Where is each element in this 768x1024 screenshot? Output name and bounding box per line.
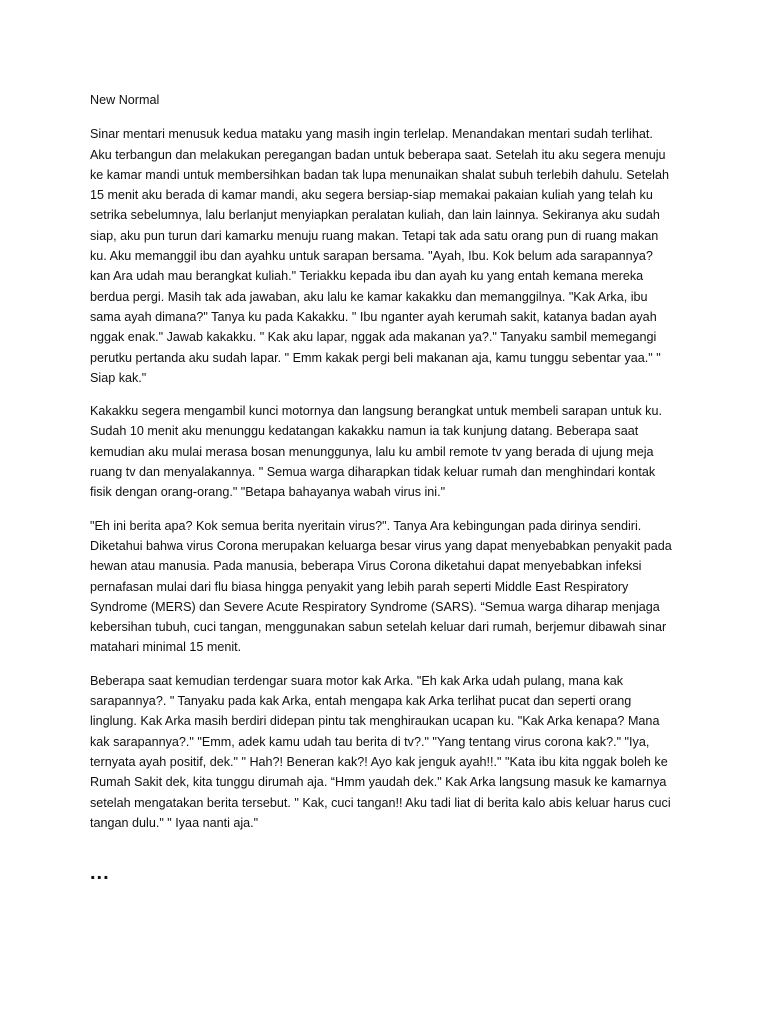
document-page [90, 90, 676, 846]
paragraph-4: Beberapa saat kemudian terdengar suara motor kak Arka. "Eh kak Arka udah pulang, mana kak sarapannya?. " Tanyaku pada kak Arka, entah mengapa kak Arka terlihat pucat dan seperti orang linglung. Kak Arka masih berdiri didepan pintu tak menghiraukan ucapan ku. "Kak Arka kenapa? Mana kak sarapannya?." "Emm, adek kamu udah tau berita di tv?." "Yang tentang virus corona kak?." "Iya, ternyata ayah positif, dek." " Hah?! Beneran kak?! Ayo kak jenguk ayah!!." "Kata ibu kita nggak boleh ke Rumah Sakit dek, kita tunggu dirumah aja. “Hmm yaudah dek." Kak Arka langsung masuk ke kamarnya setelah mengatakan berita tersebut. " Kak, cuci tangan!! Aku tadi liat di berita kalo abis keluar harus cuci tangan dulu." " Iyaa nanti aja." [90, 673, 671, 830]
document-title: New Normal [90, 93, 160, 107]
paragraph-1: Sinar mentari menusuk kedua mataku yang masih ingin terlelap. Menandakan mentari sudah terlihat. Aku terbangun dan melakukan peregangan badan untuk beberapa saat. Setelah itu aku segera menuju ke kamar mandi untuk membersihkan badan tak lupa menunaikan shalat subuh terlebih dahulu. Setelah 15 menit aku berada di kamar mandi, aku segera bersiap-siap memakai pakaian kuliah yang telah ku setrika sebelumnya, lalu berlanjut menyiapkan peralatan kuliah, dan lain lainnya. Sekiranya aku sudah siap, aku pun turun dari kamarku menuju ruang makan. Tetapi tak ada satu orang pun di ruang makan ku. Aku memanggil ibu dan ayahku untuk sarapan bersama. "Ayah, Ibu. Kok belum ada sarapannya? kan Ara udah mau berangkat kuliah." Teriakku kepada ibu dan ayah ku yang entah kemana mereka berdua pergi. Masih tak ada jawaban, aku lalu ke kamar kakakku dan memanggilnya. "Kak Arka, ibu sama ayah dimana?" Tanya ku pada Kakakku. " Ibu nganter ayah kerumah sakit, katanya badan ayah nggak enak." Jawab kakakku. " Kak aku lapar, nggak ada makanan ya?." Tanyaku sambil memegangi perutku pertanda aku sudah lapar. " Emm kakak pergi beli makanan aja, kamu tunggu sebentar yaa." " Siap kak." [90, 127, 669, 385]
paragraph-3: "Eh ini berita apa? Kok semua berita nyeritain virus?". Tanya Ara kebingungan pada dirinya sendiri. Diketahui bahwa virus Corona merupakan keluarga besar virus yang dapat menyebabkan penyakit pada hewan atau manusia. Pada manusia, beberapa Virus Corona diketahui dapat menyebabkan infeksi pernafasan mulai dari flu biasa hingga penyakit yang lebih parah seperti Middle East Respiratory Syndrome (MERS) dan Severe Acute Respiratory Syndrome (SARS). “Semua warga diharap menjaga kebersihan tubuh, cuci tangan, menggunakan sabun setelah keluar dari rumah, berjemur dibawah sinar matahari minimal 15 menit. [90, 518, 672, 655]
continuation-ellipsis: ... [90, 862, 110, 884]
paragraph-2: Kakakku segera mengambil kunci motornya dan langsung berangkat untuk membeli sarapan untuk ku. Sudah 10 menit aku menunggu kedatangan kakakku namun ia tak kunjung datang. Beberapa saat kemudian aku mulai merasa bosan menunggunya, lalu ku ambil remote tv yang berada di ujung meja ruang tv dan menyalakannya. " Semua warga diharapkan tidak keluar rumah dan menghindari kontak fisik dengan orang-orang." "Betapa bahayanya wabah virus ini." [90, 404, 662, 500]
